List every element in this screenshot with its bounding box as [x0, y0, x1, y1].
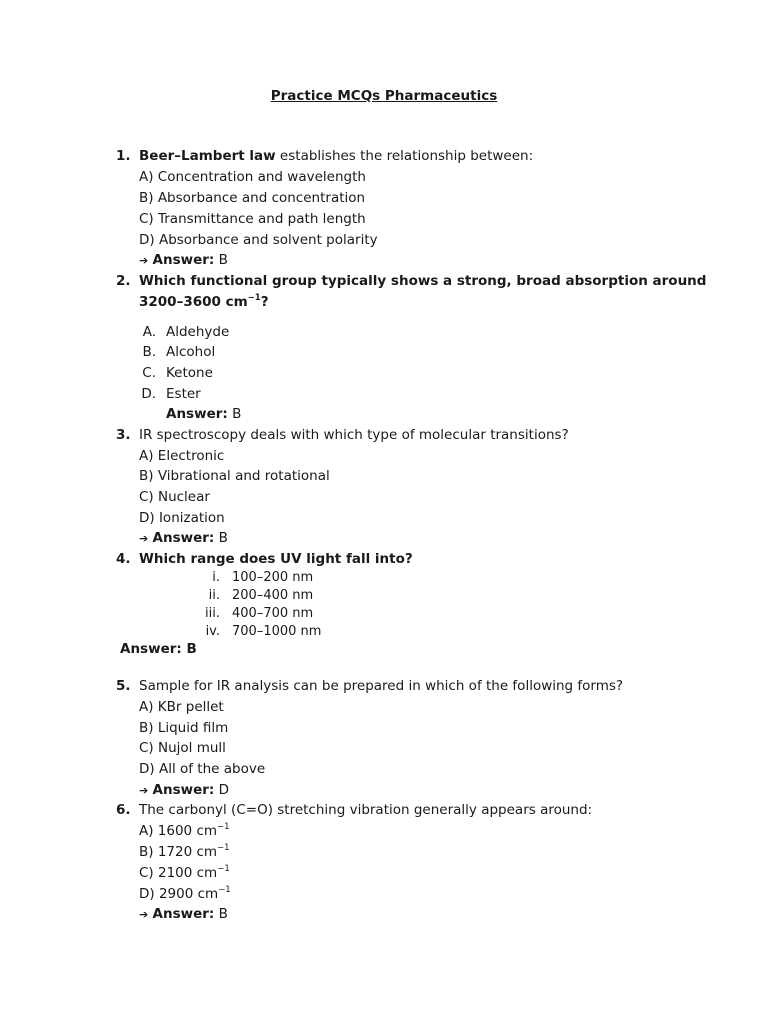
answer-line: [139, 906, 228, 923]
question-text: Which functional group typically shows a strong, broad absorption around: [139, 273, 707, 289]
option-c: C) Nuclear: [139, 489, 210, 505]
question-text: IR spectroscopy deals with which type of molecular transitions?: [139, 427, 569, 443]
superscript: −1: [218, 884, 231, 895]
answer-value: B: [214, 906, 228, 922]
question-text: The carbonyl (C=O) stretching vibration generally appears around:: [139, 802, 593, 818]
answer-label: Answer:: [152, 530, 215, 546]
question-text: Which range does UV light fall into?: [139, 551, 413, 567]
superscript: −1: [217, 863, 230, 874]
option-d: D) Ionization: [139, 510, 225, 526]
question-number: 5.: [116, 678, 131, 694]
option-c: C) Nujol mull: [139, 740, 226, 756]
answer-line: Answer: B: [120, 641, 197, 657]
answer-line: [139, 252, 228, 269]
arrow-icon: ➔: [139, 908, 149, 921]
superscript: −1: [247, 292, 261, 303]
option-c: C) 2100 $cm^{-1}$: [139, 863, 230, 881]
option-a: A) Concentration and wavelength: [139, 169, 366, 185]
question-number: 1.: [116, 148, 131, 164]
option-b: B) Vibrational and rotational: [139, 468, 330, 484]
option-a: A) Electronic: [139, 448, 225, 464]
answer-value: B: [214, 252, 228, 268]
answer-value: B: [214, 530, 228, 546]
superscript: −1: [217, 821, 230, 832]
superscript: −1: [217, 842, 230, 853]
question-text: establishes the relationship between:: [275, 148, 534, 164]
answer-label: Answer:: [152, 782, 215, 798]
answer-line: [139, 782, 229, 799]
option-d: D) 2900 $cm^{-1}$: [139, 884, 231, 902]
question-number: 3.: [116, 427, 131, 443]
option-b: B) Liquid film: [139, 720, 229, 736]
option-d: D) Absorbance and solvent polarity: [139, 232, 378, 248]
question-number: 6.: [116, 802, 131, 818]
question-text: Sample for IR analysis can be prepared in which of the following forms?: [139, 678, 624, 694]
document-page: Practice MCQs Pharmaceutics 1. Beer–Lambert law establishes the relationship between: A) Concentration and wavelength B) Absorbance and concentration C) Transmittance and path length D) Absorbance and solvent polarity ➔ Answer: B 2. Which functional group typically shows a strong, broad absorption around 3200–3600 $cm^{-1}$? A. Aldehyde B. Alcohol C. Ketone D. Ester Answer: B 3. IR spectroscopy deals with which type of molecular transitions? A) Electronic B) Vibrational and rotational C) Nuclear D) Ionization ➔ Answer: B 4. Which range does UV light fall into? i. 100–200 nm ii. 200–400 nm iii. 400–700 nm iv. 700–1000 nm Answer: B 5. Sample for IR analysis can be prepared in which of the following forms? A) KBr pellet B) Liquid film C) Nujol mull D) All of the above ➔ Answer: D 6. The carbonyl (C=O) stretching vibration generally appears around: A) 1600 $cm^{-1}$ B) 1720 $cm^{-1}$ C) 2100 $cm^{-1}$ D) 2900 $cm^{-1}$ ➔ Answer: B: [0, 0, 768, 1024]
answer-line: [139, 530, 228, 547]
option-b: B) 1720 $cm^{-1}$: [139, 842, 230, 860]
answer-label: Answer:: [166, 406, 228, 422]
arrow-icon: ➔: [139, 532, 149, 545]
question-text-continued: 3200–3600 $cm^{-1}$?: [139, 292, 269, 310]
option-a: A) KBr pellet: [139, 699, 224, 715]
answer-value: B: [227, 406, 242, 422]
option-a: A) 1600 $cm^{-1}$: [139, 821, 230, 839]
question-key-term: Beer–Lambert law: [139, 148, 276, 164]
option-d: D) All of the above: [139, 761, 266, 777]
arrow-icon: ➔: [139, 784, 149, 797]
option-c: C) Transmittance and path length: [139, 211, 366, 227]
question-number: 2.: [116, 273, 131, 289]
page-title: Practice MCQs Pharmaceutics: [270, 88, 498, 104]
option-b: B) Absorbance and concentration: [139, 190, 366, 206]
answer-label: Answer:: [152, 252, 215, 268]
answer-line: [166, 406, 241, 423]
answer-label: Answer:: [152, 906, 215, 922]
arrow-icon: ➔: [139, 254, 149, 267]
answer-value: D: [214, 782, 229, 798]
question-number: 4.: [116, 551, 131, 567]
